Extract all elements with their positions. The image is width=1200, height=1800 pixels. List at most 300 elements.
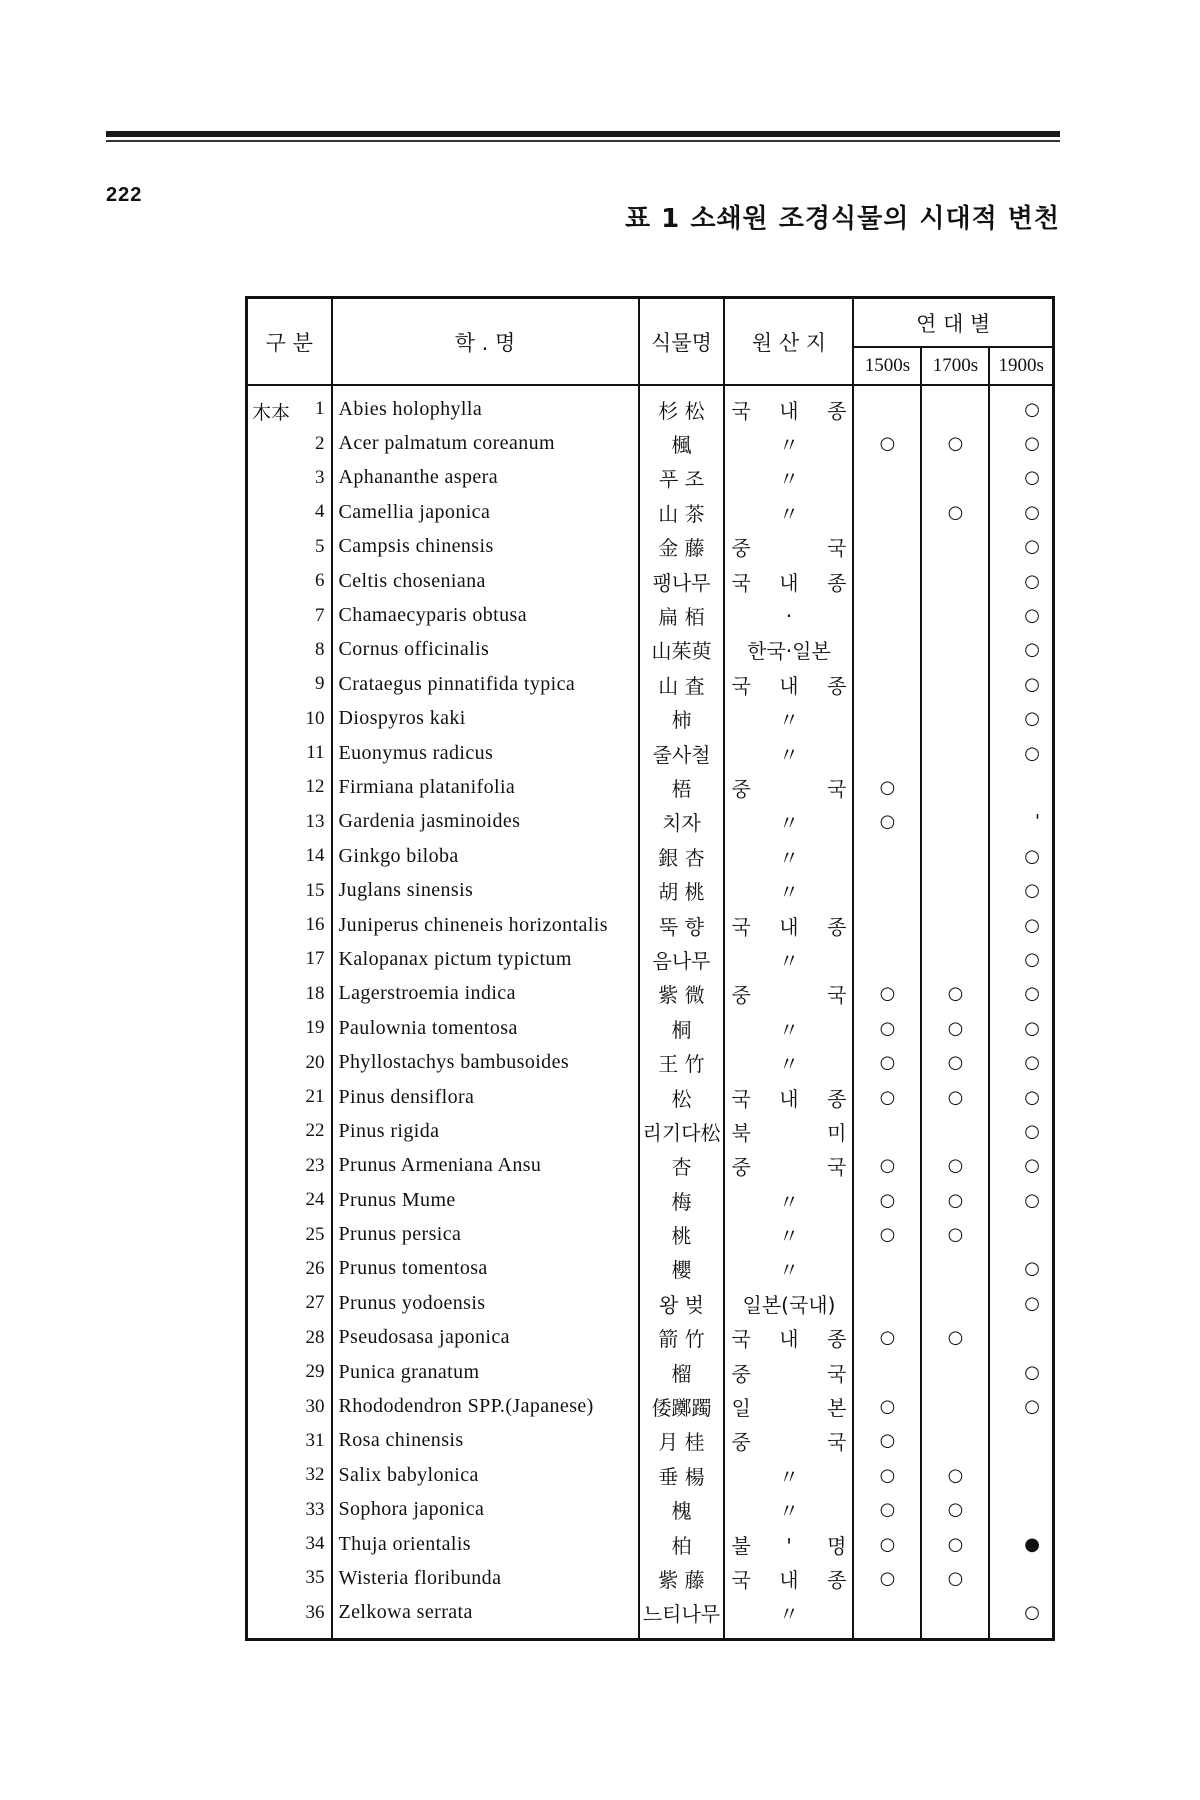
origin: 일본(국내) — [724, 1286, 853, 1320]
plant-name: 王 竹 — [639, 1045, 725, 1079]
origin: 〃 — [724, 1011, 853, 1045]
mark-1700s — [921, 1114, 989, 1148]
row-number — [247, 667, 332, 701]
plant-name: 푸 조 — [639, 461, 725, 495]
mark-1700s — [921, 1252, 989, 1286]
origin: 〃 — [724, 839, 853, 873]
plant-name: 杏 — [639, 1149, 725, 1183]
scientific-name: Chamaecyparis obtusa — [332, 598, 639, 632]
table-title: 표 1 소쇄원 조경식물의 시대적 변천 — [625, 204, 1060, 234]
mark-1700s: ○ — [921, 1217, 989, 1251]
origin: · — [724, 598, 853, 632]
mark-1500s — [853, 461, 921, 495]
mark-1500s: ○ — [853, 1389, 921, 1423]
mark-1900s: ○ — [989, 564, 1053, 598]
table-row — [247, 530, 1054, 564]
mark-1500s — [853, 1252, 921, 1286]
mark-1900s: ○ — [989, 426, 1053, 460]
header-scientific-name: 학 . 명 — [332, 298, 639, 386]
mark-1500s — [853, 839, 921, 873]
row-number — [247, 942, 332, 976]
mark-1500s — [853, 1114, 921, 1148]
row-number — [247, 1011, 332, 1045]
row-number — [247, 1149, 332, 1183]
header-era: 연 대 별 — [853, 298, 1053, 348]
row-number-text: 22 — [305, 1120, 325, 1142]
mark-1700s: ○ — [921, 1493, 989, 1527]
origin: 중 국 — [724, 770, 853, 804]
row-number-text: 13 — [305, 810, 325, 832]
origin: 국 내 종 — [724, 1561, 853, 1595]
plant-name: 줄사철 — [639, 736, 725, 770]
row-number-text: 4 — [315, 501, 325, 523]
mark-1900s — [989, 770, 1053, 804]
table-row — [247, 495, 1054, 529]
origin: 〃 — [724, 942, 853, 976]
plant-name: 垂 楊 — [639, 1458, 725, 1492]
mark-1900s — [989, 1493, 1053, 1527]
plant-name: 치자 — [639, 805, 725, 839]
origin: 중 국 — [724, 530, 853, 564]
plant-name: 桃 — [639, 1217, 725, 1251]
plant-name: 柏 — [639, 1527, 725, 1561]
row-number — [247, 1596, 332, 1640]
mark-1700s: ○ — [921, 495, 989, 529]
mark-1700s: ○ — [921, 1561, 989, 1595]
mark-1500s: ○ — [853, 1561, 921, 1595]
header-plant-name: 식물명 — [639, 298, 725, 386]
row-number-text: 28 — [305, 1326, 325, 1348]
scientific-name: Euonymus radicus — [332, 736, 639, 770]
origin: 국 내 종 — [724, 385, 853, 426]
table-row — [247, 598, 1054, 632]
mark-1700s: ○ — [921, 1011, 989, 1045]
row-number — [247, 1321, 332, 1355]
mark-1700s — [921, 1596, 989, 1640]
scientific-name: Rosa chinensis — [332, 1424, 639, 1458]
scientific-name: Sophora japonica — [332, 1493, 639, 1527]
scientific-name: Prunus tomentosa — [332, 1252, 639, 1286]
mark-1500s: ○ — [853, 1080, 921, 1114]
table-row — [247, 736, 1054, 770]
mark-1500s: ○ — [853, 977, 921, 1011]
row-number-text: 32 — [305, 1464, 325, 1486]
mark-1500s — [853, 495, 921, 529]
row-number — [247, 1114, 332, 1148]
row-number-text: 23 — [305, 1154, 325, 1176]
mark-1700s — [921, 908, 989, 942]
mark-1700s — [921, 1424, 989, 1458]
mark-1900s — [989, 1424, 1053, 1458]
plant-change-table — [245, 296, 1055, 1641]
scientific-name: Camellia japonica — [332, 495, 639, 529]
row-number — [247, 805, 332, 839]
mark-1500s — [853, 385, 921, 426]
mark-1900s: ○ — [989, 1183, 1053, 1217]
mark-1500s — [853, 736, 921, 770]
scientific-name: Pinus rigida — [332, 1114, 639, 1148]
mark-1900s: ○ — [989, 1596, 1053, 1640]
mark-1900s: ○ — [989, 1389, 1053, 1423]
plant-name: 梧 — [639, 770, 725, 804]
mark-1900s: ○ — [989, 461, 1053, 495]
category-label: 木本 — [252, 402, 291, 425]
mark-1900s: ○ — [989, 1114, 1053, 1148]
origin: 〃 — [724, 1252, 853, 1286]
row-number — [247, 598, 332, 632]
origin: 국 내 종 — [724, 667, 853, 701]
mark-1700s — [921, 770, 989, 804]
mark-1900s — [989, 1561, 1053, 1595]
header-1500s: 1500s — [853, 347, 921, 385]
mark-1700s: ○ — [921, 1527, 989, 1561]
mark-1900s: ○ — [989, 1252, 1053, 1286]
plant-name: 楓 — [639, 426, 725, 460]
plant-name: 뚝 향 — [639, 908, 725, 942]
mark-1900s: ○ — [989, 839, 1053, 873]
row-number — [247, 564, 332, 598]
mark-1700s — [921, 1389, 989, 1423]
plant-name: 杉 松 — [639, 385, 725, 426]
mark-1500s: ○ — [853, 1321, 921, 1355]
origin: 〃 — [724, 1045, 853, 1079]
row-number-text: 19 — [305, 1017, 325, 1039]
row-number-text: 18 — [305, 982, 325, 1004]
origin: 국 내 종 — [724, 564, 853, 598]
mark-1500s: ○ — [853, 1149, 921, 1183]
plant-name: 음나무 — [639, 942, 725, 976]
row-number — [247, 1458, 332, 1492]
origin: 중 국 — [724, 1355, 853, 1389]
origin: 중 국 — [724, 1149, 853, 1183]
row-number — [247, 1493, 332, 1527]
plant-name: 榴 — [639, 1355, 725, 1389]
mark-1700s: ○ — [921, 1045, 989, 1079]
mark-1900s: ○ — [989, 1045, 1053, 1079]
mark-1700s — [921, 736, 989, 770]
origin: 일 본 — [724, 1389, 853, 1423]
row-number-text: 27 — [305, 1292, 325, 1314]
mark-1900s: ○ — [989, 1286, 1053, 1320]
mark-1500s: ○ — [853, 426, 921, 460]
plant-name: 胡 桃 — [639, 873, 725, 907]
scientific-name: Juniperus chineneis horizontalis — [332, 908, 639, 942]
row-number-text: 1 — [315, 398, 325, 420]
row-number-text: 34 — [305, 1533, 325, 1555]
plant-name: 느티나무 — [639, 1596, 725, 1640]
mark-1500s — [853, 667, 921, 701]
origin: 〃 — [724, 1183, 853, 1217]
plant-name: 팽나무 — [639, 564, 725, 598]
header-category: 구 분 — [247, 298, 332, 386]
plant-name: 柿 — [639, 702, 725, 736]
table-row — [247, 1321, 1054, 1355]
row-number — [247, 908, 332, 942]
row-number — [247, 1217, 332, 1251]
scientific-name: Cornus officinalis — [332, 633, 639, 667]
row-number — [247, 633, 332, 667]
table-row — [247, 1183, 1054, 1217]
header-rule-thin — [106, 140, 1060, 142]
mark-1900s — [989, 1217, 1053, 1251]
table-row — [247, 1493, 1054, 1527]
mark-1900s: ○ — [989, 598, 1053, 632]
page-number: 222 — [106, 184, 143, 206]
plant-name: 松 — [639, 1080, 725, 1114]
scientific-name: Juglans sinensis — [332, 873, 639, 907]
mark-1700s — [921, 667, 989, 701]
row-number-text: 26 — [305, 1257, 325, 1279]
plant-name: 箭 竹 — [639, 1321, 725, 1355]
table-row — [247, 633, 1054, 667]
origin: 〃 — [724, 1596, 853, 1640]
mark-1500s — [853, 942, 921, 976]
plant-name: 山茱萸 — [639, 633, 725, 667]
row-number-text: 25 — [305, 1223, 325, 1245]
scientific-name: Punica granatum — [332, 1355, 639, 1389]
table-row — [247, 1596, 1054, 1640]
row-number — [247, 1286, 332, 1320]
table-row — [247, 461, 1054, 495]
table-row — [247, 1252, 1054, 1286]
mark-1700s — [921, 564, 989, 598]
mark-1500s: ○ — [853, 1527, 921, 1561]
table-row — [247, 770, 1054, 804]
mark-1700s: ○ — [921, 1149, 989, 1183]
origin: 중 국 — [724, 1424, 853, 1458]
row-number — [247, 495, 332, 529]
row-number — [247, 1045, 332, 1079]
plant-name: 倭躑躅 — [639, 1389, 725, 1423]
mark-1900s: ○ — [989, 1080, 1053, 1114]
scientific-name: Prunus Armeniana Ansu — [332, 1149, 639, 1183]
header-1700s: 1700s — [921, 347, 989, 385]
row-number — [247, 1424, 332, 1458]
table-row — [247, 1527, 1054, 1561]
mark-1500s: ○ — [853, 1424, 921, 1458]
scientific-name: Celtis choseniana — [332, 564, 639, 598]
scientific-name: Diospyros kaki — [332, 702, 639, 736]
row-number-text: 31 — [305, 1429, 325, 1451]
row-number-text: 20 — [305, 1051, 325, 1073]
table-row — [247, 1424, 1054, 1458]
scientific-name: Pseudosasa japonica — [332, 1321, 639, 1355]
plant-name: 月 桂 — [639, 1424, 725, 1458]
scientific-name: Aphananthe aspera — [332, 461, 639, 495]
mark-1500s: ○ — [853, 1217, 921, 1251]
row-number — [247, 530, 332, 564]
origin: 〃 — [724, 1458, 853, 1492]
origin: 불 ' 명 — [724, 1527, 853, 1561]
table-row — [247, 1011, 1054, 1045]
row-number — [247, 1355, 332, 1389]
mark-1900s: ○ — [989, 942, 1053, 976]
row-number-text: 21 — [305, 1086, 325, 1107]
table-row — [247, 1080, 1054, 1114]
row-number — [247, 873, 332, 907]
mark-1500s — [853, 598, 921, 632]
scientific-name: Prunus Mume — [332, 1183, 639, 1217]
mark-1900s: ○ — [989, 633, 1053, 667]
origin: 북 미 — [724, 1114, 853, 1148]
scientific-name: Abies holophylla — [332, 385, 639, 426]
origin: 〃 — [724, 495, 853, 529]
origin: 국 내 종 — [724, 908, 853, 942]
row-number — [247, 977, 332, 1011]
table-row — [247, 667, 1054, 701]
table-row — [247, 1217, 1054, 1251]
scientific-name: Kalopanax pictum typictum — [332, 942, 639, 976]
row-number-text: 16 — [305, 914, 325, 936]
plant-name: 紫 藤 — [639, 1561, 725, 1595]
mark-1500s — [853, 530, 921, 564]
row-number-text: 33 — [305, 1498, 325, 1520]
scientific-name: Gardenia jasminoides — [332, 805, 639, 839]
mark-1700s — [921, 1286, 989, 1320]
table-row — [247, 839, 1054, 873]
mark-1700s — [921, 805, 989, 839]
table-row — [247, 805, 1054, 839]
scientific-name: Ginkgo biloba — [332, 839, 639, 873]
row-number — [247, 770, 332, 804]
mark-1900s: ○ — [989, 1149, 1053, 1183]
scientific-name: Firmiana platanifolia — [332, 770, 639, 804]
mark-1900s: ○ — [989, 873, 1053, 907]
scientific-name: Thuja orientalis — [332, 1527, 639, 1561]
plant-name: 왕 벚 — [639, 1286, 725, 1320]
mark-1700s — [921, 598, 989, 632]
table-row — [247, 1389, 1054, 1423]
row-number-text: 9 — [315, 673, 325, 695]
mark-1500s — [853, 633, 921, 667]
mark-1700s: ○ — [921, 1183, 989, 1217]
mark-1500s: ○ — [853, 1493, 921, 1527]
scientific-name: Prunus persica — [332, 1217, 639, 1251]
row-number — [247, 461, 332, 495]
origin: 〃 — [724, 805, 853, 839]
mark-1500s — [853, 1286, 921, 1320]
row-number — [247, 839, 332, 873]
scientific-name: Wisteria floribunda — [332, 1561, 639, 1595]
row-number-text: 8 — [315, 638, 325, 660]
row-number-text: 7 — [315, 604, 325, 626]
header-1900s: 1900s — [989, 347, 1053, 385]
row-number — [247, 1561, 332, 1595]
mark-1700s: ○ — [921, 1321, 989, 1355]
scientific-name: Crataegus pinnatifida typica — [332, 667, 639, 701]
scientific-name: Salix babylonica — [332, 1458, 639, 1492]
mark-1500s — [853, 1596, 921, 1640]
mark-1700s — [921, 942, 989, 976]
scientific-name: Paulownia tomentosa — [332, 1011, 639, 1045]
mark-1700s: ○ — [921, 426, 989, 460]
origin: 〃 — [724, 702, 853, 736]
plant-name: 扁 栢 — [639, 598, 725, 632]
origin: 한국·일본 — [724, 633, 853, 667]
plant-name: 梅 — [639, 1183, 725, 1217]
table-row — [247, 385, 1054, 426]
row-number-text: 3 — [315, 466, 325, 488]
mark-1500s: ○ — [853, 1183, 921, 1217]
row-number-text: 29 — [305, 1361, 325, 1383]
mark-1900s: ○ — [989, 530, 1053, 564]
mark-1700s — [921, 839, 989, 873]
header-rule-thick — [106, 131, 1060, 137]
mark-1500s — [853, 1355, 921, 1389]
mark-1700s — [921, 1355, 989, 1389]
row-number-text: 6 — [315, 570, 325, 592]
row-number-text: 30 — [305, 1395, 325, 1417]
mark-1700s: ○ — [921, 977, 989, 1011]
mark-1500s — [853, 908, 921, 942]
table-row — [247, 1286, 1054, 1320]
row-number-text: 11 — [306, 742, 325, 764]
table-row — [247, 564, 1054, 598]
table-row — [247, 1149, 1054, 1183]
scientific-name: Zelkowa serrata — [332, 1596, 639, 1640]
mark-1900s: ○ — [989, 908, 1053, 942]
mark-1500s: ○ — [853, 770, 921, 804]
origin: 〃 — [724, 426, 853, 460]
mark-1900s: ○ — [989, 667, 1053, 701]
plant-name: 紫 微 — [639, 977, 725, 1011]
row-number-text: 36 — [305, 1601, 325, 1623]
mark-1700s — [921, 461, 989, 495]
scientific-name: Pinus densiflora — [332, 1080, 639, 1114]
mark-1700s — [921, 530, 989, 564]
mark-1700s — [921, 633, 989, 667]
table-row — [247, 942, 1054, 976]
scientific-name: Prunus yodoensis — [332, 1286, 639, 1320]
scientific-name: Rhododendron SPP.(Japanese) — [332, 1389, 639, 1423]
header-origin: 원 산 지 — [724, 298, 853, 386]
row-number-text: 2 — [315, 432, 325, 454]
mark-1900s: ○ — [989, 1011, 1053, 1045]
row-number — [247, 702, 332, 736]
row-number-text: 5 — [315, 535, 325, 557]
table-row — [247, 1045, 1054, 1079]
mark-1900s — [989, 1321, 1053, 1355]
mark-1900s: ○ — [989, 385, 1053, 426]
plant-name: 山 茶 — [639, 495, 725, 529]
table-row — [247, 426, 1054, 460]
mark-1700s — [921, 873, 989, 907]
plant-name: 金 藤 — [639, 530, 725, 564]
table-row — [247, 977, 1054, 1011]
table-row — [247, 1561, 1054, 1595]
row-number — [247, 1080, 332, 1114]
row-number — [247, 385, 332, 426]
mark-1900s: ○ — [989, 1355, 1053, 1389]
mark-1500s: ○ — [853, 1045, 921, 1079]
table-body — [247, 385, 1054, 1640]
mark-1900s: ○ — [989, 702, 1053, 736]
origin: 국 내 종 — [724, 1080, 853, 1114]
scientific-name: Phyllostachys bambusoides — [332, 1045, 639, 1079]
table-row — [247, 873, 1054, 907]
plant-name: 리기다松 — [639, 1114, 725, 1148]
mark-1700s — [921, 702, 989, 736]
mark-1500s — [853, 702, 921, 736]
row-number-text: 10 — [305, 707, 325, 729]
mark-1900s — [989, 1458, 1053, 1492]
row-number — [247, 1183, 332, 1217]
row-number-text: 14 — [305, 845, 325, 867]
origin: 〃 — [724, 873, 853, 907]
row-number — [247, 736, 332, 770]
origin: 국 내 종 — [724, 1321, 853, 1355]
row-number — [247, 1252, 332, 1286]
